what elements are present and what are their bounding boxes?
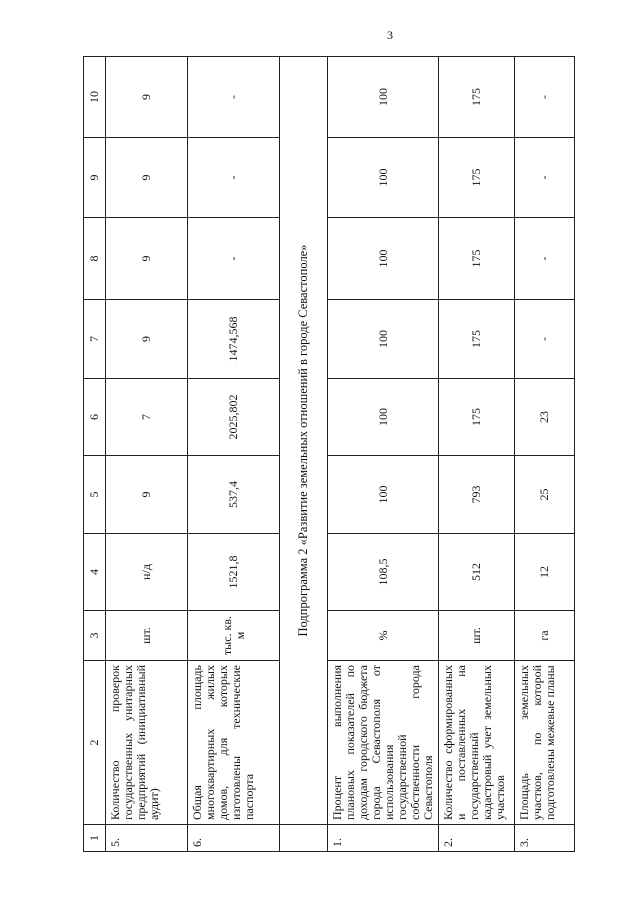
value-cell: 100 bbox=[328, 138, 439, 218]
row-number: 6. bbox=[188, 825, 280, 852]
indicator-name: Общая площадь многоквартирных жилых домов, для которых изготовлены технические паспорта bbox=[188, 661, 280, 825]
unit-cell: шт. bbox=[106, 611, 188, 661]
value-cell: 9 bbox=[106, 138, 188, 218]
value-cell: - bbox=[188, 138, 280, 218]
value-cell: - bbox=[515, 57, 575, 138]
row-number: 3. bbox=[515, 825, 575, 852]
header-cell: 10 bbox=[84, 57, 106, 138]
header-cell: 5 bbox=[84, 456, 106, 534]
table-row bbox=[106, 57, 188, 852]
value-cell: - bbox=[515, 138, 575, 218]
value-cell: 100 bbox=[328, 57, 439, 138]
value-cell: 512 bbox=[439, 534, 515, 611]
value-cell: - bbox=[188, 57, 280, 138]
value-cell: 537,4 bbox=[188, 456, 280, 534]
value-cell: 9 bbox=[106, 456, 188, 534]
value-cell: 25 bbox=[515, 456, 575, 534]
header-row bbox=[84, 57, 106, 852]
indicator-name: Процент выполнения плановых показателей по доходам городского бюджета города Севастополя от использования государственной собственности города Севастополя bbox=[328, 661, 439, 825]
value-cell: 2025,802 bbox=[188, 379, 280, 456]
value-cell: 9 bbox=[106, 218, 188, 300]
value-cell: 23 bbox=[515, 379, 575, 456]
value-cell: 175 bbox=[439, 300, 515, 379]
value-cell: 9 bbox=[106, 300, 188, 379]
value-cell: 175 bbox=[439, 218, 515, 300]
subprogram-title: Подпрограмма 2 «Развитие земельных отношений в городе Севастополе» bbox=[280, 57, 328, 825]
table-row bbox=[328, 57, 439, 852]
value-cell: 7 bbox=[106, 379, 188, 456]
table-row bbox=[188, 57, 280, 852]
unit-cell: шт. bbox=[439, 611, 515, 661]
header-cell: 1 bbox=[84, 825, 106, 852]
header-cell: 2 bbox=[84, 661, 106, 825]
unit-cell: га bbox=[515, 611, 575, 661]
table-row bbox=[515, 57, 575, 852]
header-cell: 9 bbox=[84, 138, 106, 218]
value-cell: 175 bbox=[439, 138, 515, 218]
value-cell: 12 bbox=[515, 534, 575, 611]
value-cell: - bbox=[188, 218, 280, 300]
value-cell: 1521,8 bbox=[188, 534, 280, 611]
row-number: 2. bbox=[439, 825, 515, 852]
value-cell: 9 bbox=[106, 57, 188, 138]
subprogram-index-cell bbox=[280, 825, 328, 852]
value-cell: - bbox=[515, 300, 575, 379]
value-cell: 100 bbox=[328, 300, 439, 379]
header-cell: 4 bbox=[84, 534, 106, 611]
row-number: 5. bbox=[106, 825, 188, 852]
table-row bbox=[439, 57, 515, 852]
value-cell: 100 bbox=[328, 379, 439, 456]
rotated-table-container bbox=[83, 57, 557, 852]
value-cell: 1474,568 bbox=[188, 300, 280, 379]
value-cell: 100 bbox=[328, 456, 439, 534]
header-cell: 6 bbox=[84, 379, 106, 456]
row-number: 1. bbox=[328, 825, 439, 852]
value-cell: 175 bbox=[439, 379, 515, 456]
value-cell: н/д bbox=[106, 534, 188, 611]
value-cell: - bbox=[515, 218, 575, 300]
indicator-name: Количество сформированных и поставленных на государственный кадастровый учет земельных участков bbox=[439, 661, 515, 825]
indicator-name: Площадь земельных участков, по которой подготовлены межевые планы bbox=[515, 661, 575, 825]
value-cell: 108,5 bbox=[328, 534, 439, 611]
header-cell: 8 bbox=[84, 218, 106, 300]
unit-cell: тыс. кв. м bbox=[188, 611, 280, 661]
header-cell: 7 bbox=[84, 300, 106, 379]
value-cell: 100 bbox=[328, 218, 439, 300]
unit-cell: % bbox=[328, 611, 439, 661]
page-number: 3 bbox=[387, 28, 393, 42]
header-cell: 3 bbox=[84, 611, 106, 661]
subprogram-row bbox=[280, 57, 328, 852]
value-cell: 175 bbox=[439, 57, 515, 138]
indicators-table bbox=[83, 56, 575, 852]
value-cell: 793 bbox=[439, 456, 515, 534]
indicator-name: Количество проверок государственных унитарных предприятий (инициативный аудит) bbox=[106, 661, 188, 825]
